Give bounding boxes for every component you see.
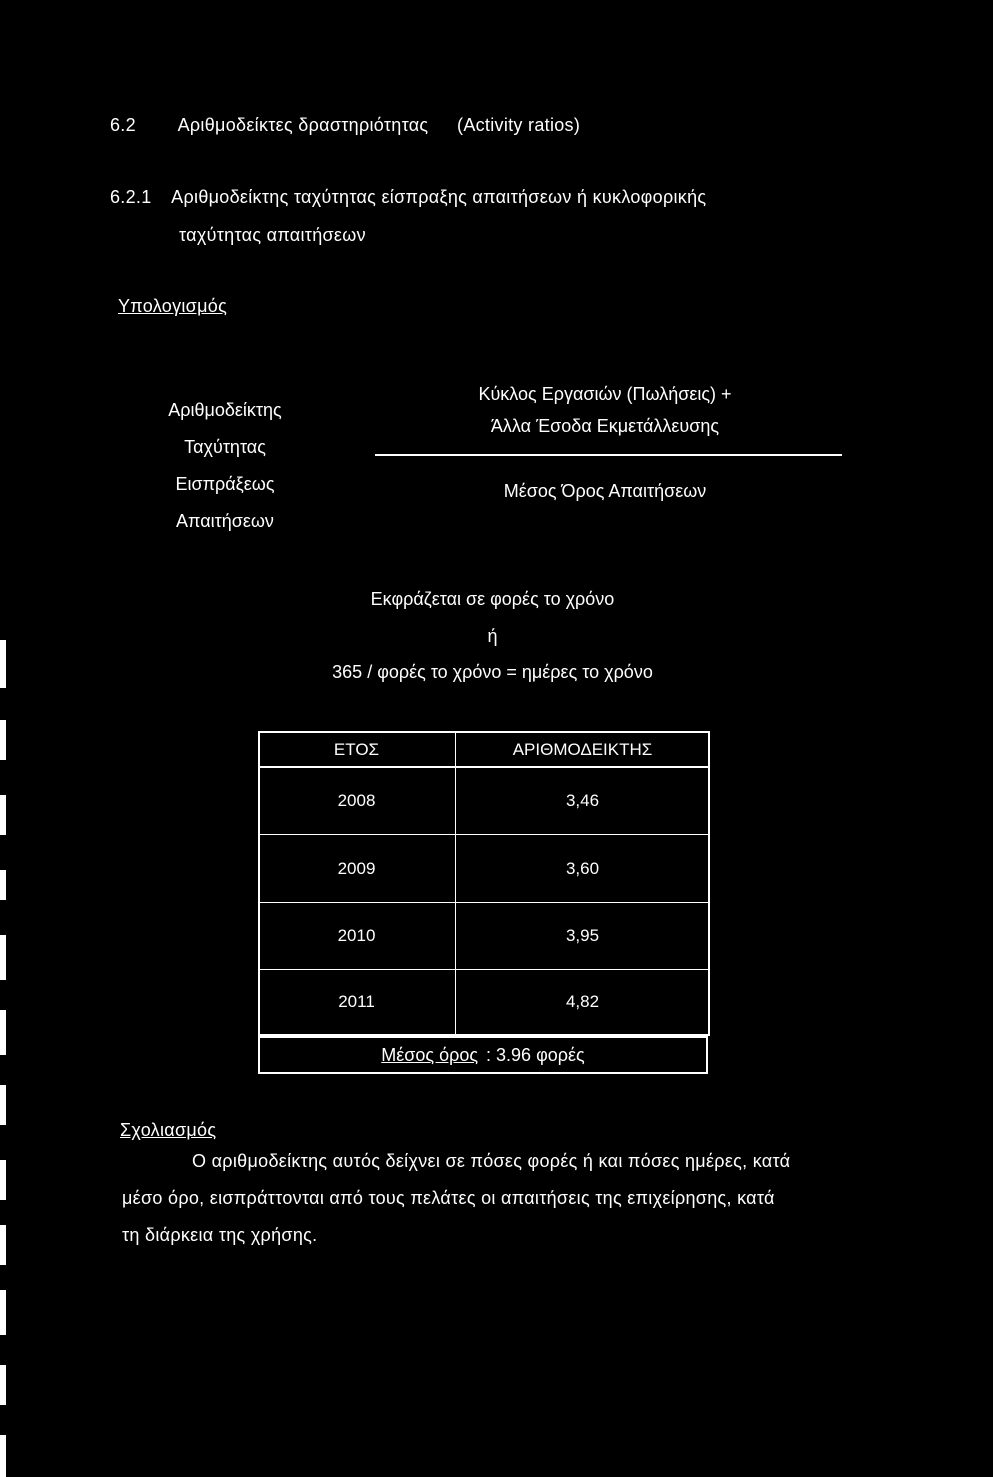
average-label: Μέσος όρος [381,1044,479,1065]
scan-edge-mark [0,1290,6,1335]
calc-heading: Υπολογισμός [118,296,228,316]
section-number: 6.2 [110,115,136,135]
scan-edge-mark [0,640,6,688]
formula-left-line: Εισπράξεως [175,474,275,494]
scan-edge-mark [0,720,6,760]
subsection-number: 6.2.1 [110,187,152,207]
expression-line2: ή [487,626,498,646]
cell-value: 3,95 [565,926,600,945]
table-row [258,970,710,1034]
scan-edge-mark [0,1160,6,1200]
fraction-bar [375,454,842,456]
table-row [258,903,710,969]
scan-edge-mark [0,1225,6,1265]
cell-value: 3,60 [565,858,600,878]
formula-left-label [140,392,310,540]
top-edge [0,0,993,12]
ratio-table [258,731,710,1036]
scan-edge-mark [0,870,6,900]
scan-edge-mark [0,1085,6,1125]
scan-edge-mark [0,935,6,980]
cell-year: 2009 [337,858,376,878]
scan-edge-mark [0,1010,6,1055]
scan-edge-mark [0,1435,6,1477]
average-row [258,1036,708,1074]
scan-edge-mark [0,1365,6,1405]
comment-line2: μέσο όρο, εισπράττονται από τους πελάτες οι απαιτήσεις της επιχείρησης, κατά [122,1188,775,1208]
comment-line3: τη διάρκεια της χρήσης. [122,1225,318,1245]
formula-numerator-line1: Κύκλος Εργασιών (Πωλήσεις) + [478,384,732,404]
cell-year: 2008 [337,791,376,810]
formula-left-line: Ταχύτητας [184,437,266,457]
header-year: ΕΤΟΣ [333,739,380,759]
cell-year: 2010 [337,926,376,945]
comment-heading: Σχολιασμός [120,1120,217,1140]
table-row [258,835,710,902]
formula-numerator [395,378,815,442]
table-row [258,768,710,834]
formula-left-line: Απαιτήσεων [176,511,274,531]
cell-value: 3,46 [565,791,600,810]
formula-numerator-line2: Άλλα Έσοδα Εκμετάλλευσης [490,416,720,436]
cell-year: 2011 [338,992,375,1011]
expression-line1: Εκφράζεται σε φορές το χρόνο [370,589,615,609]
section-heading [110,115,580,136]
table-header-row [258,733,710,766]
section-title-en: (Activity ratios) [457,115,581,135]
formula-left-line: Αριθμοδείκτης [168,400,282,420]
header-ratio: ΑΡΙΘΜΟΔΕΙΚΤΗΣ [512,739,653,759]
scan-edge-mark [0,795,6,835]
cell-value: 4,82 [565,992,600,1011]
expression-line3: 365 / φορές το χρόνο = ημέρες το χρόνο [332,662,653,682]
comment-line1: Ο αριθμοδείκτης αυτός δείχνει σε πόσες φορές ή και πόσες ημέρες, κατά [192,1151,791,1171]
subsection-title-line2: ταχύτητας απαιτήσεων [179,225,366,245]
subsection-title-line1: Αριθμοδείκτης ταχύτητας είσπραξης απαιτήσεων ή κυκλοφορικής [171,187,707,207]
subsection-heading [110,187,706,208]
section-title: Αριθμοδείκτες δραστηριότητας [177,115,429,135]
formula-denominator: Μέσος Όρος Απαιτήσεων [503,481,707,501]
average-value: : 3.96 φορές [486,1044,585,1065]
